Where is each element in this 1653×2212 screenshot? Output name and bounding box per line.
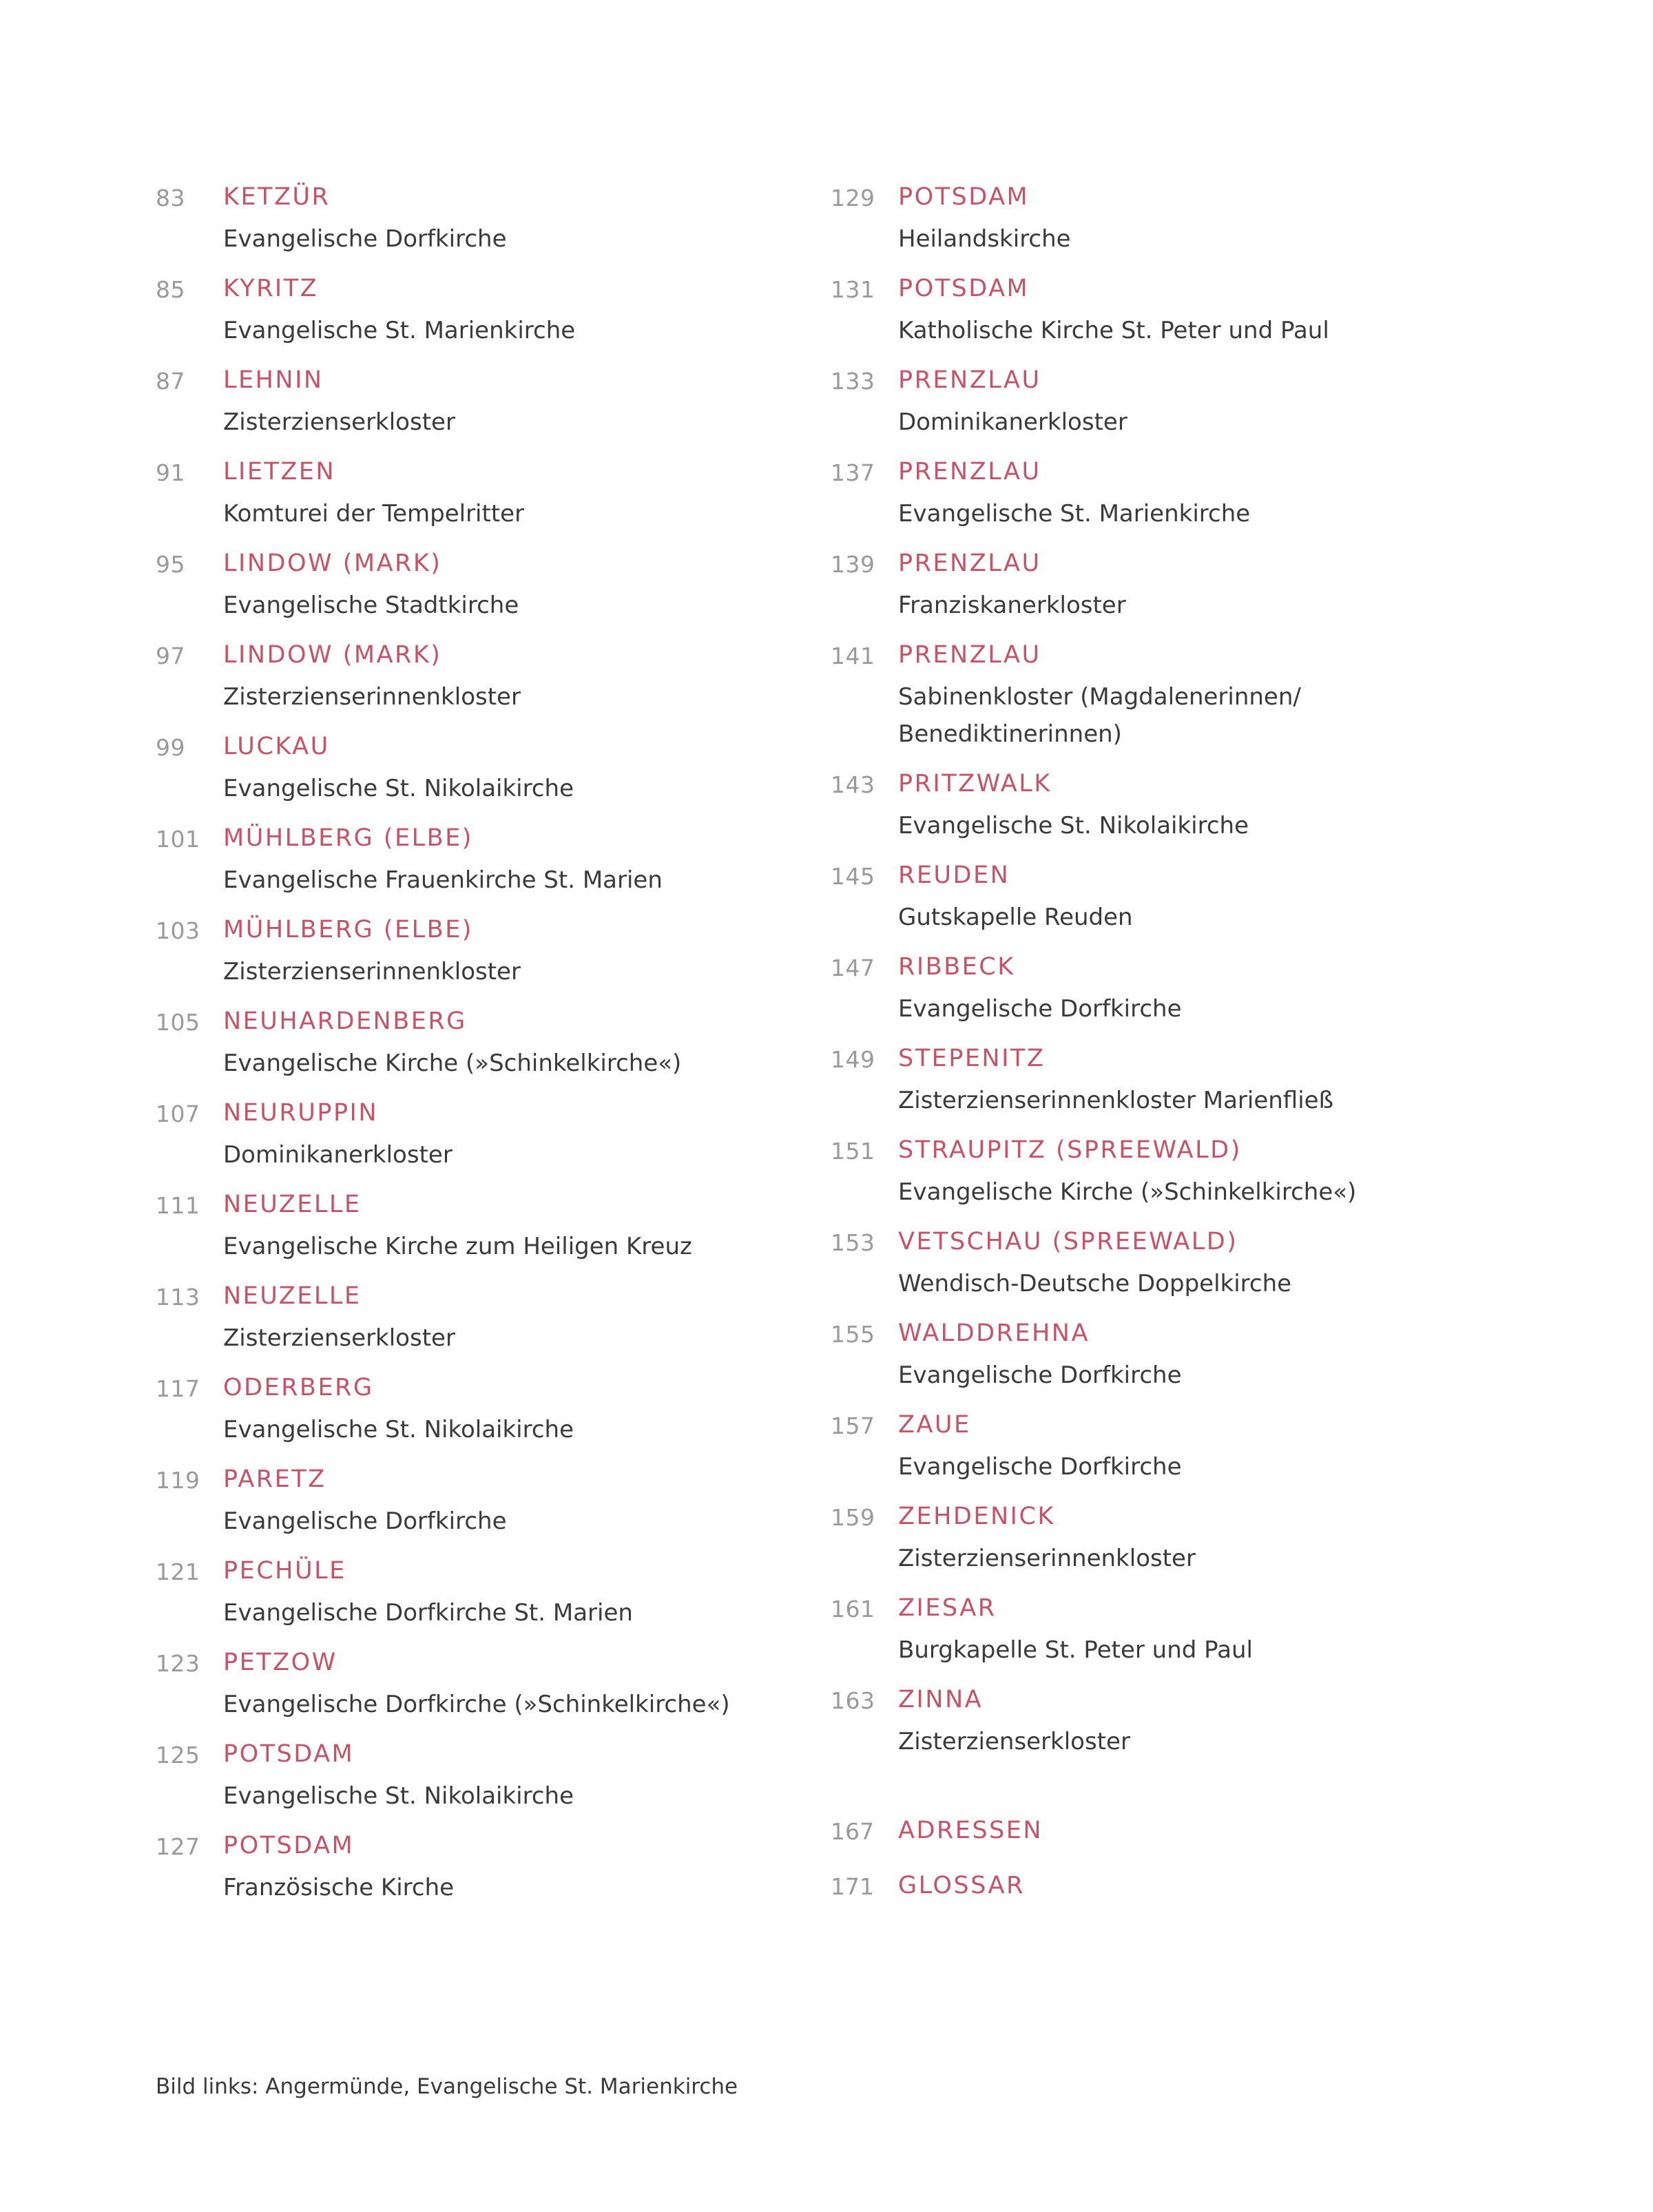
entry-description: Franziskanerkloster <box>898 592 1126 619</box>
toc-entry[interactable] <box>156 1738 817 1829</box>
page-number: 171 <box>831 1873 874 1900</box>
entry-description: Zisterzienserinnenkloster <box>223 683 521 711</box>
page-number: 117 <box>156 1375 200 1402</box>
toc-entry[interactable] <box>156 455 817 547</box>
page-number: 111 <box>156 1192 200 1219</box>
toc-entry[interactable] <box>831 272 1519 364</box>
page-number: 125 <box>156 1742 200 1768</box>
page-number: 105 <box>156 1009 200 1036</box>
entry-description: Dominikanerkloster <box>223 1141 453 1169</box>
place-name: POTSDAM <box>223 1832 355 1859</box>
place-name: REUDEN <box>898 862 1010 889</box>
entry-description: Dominikanerkloster <box>898 408 1127 436</box>
entry-description: Wendisch-Deutsche Doppelkirche <box>898 1270 1292 1297</box>
entry-description: Evangelische Dorfkirche <box>898 1453 1182 1481</box>
page-number: 163 <box>831 1687 875 1714</box>
page-number: 143 <box>831 771 875 798</box>
toc-appendix-list <box>831 1814 1519 1924</box>
toc-entry[interactable] <box>831 1225 1519 1317</box>
page-number: 87 <box>156 368 185 395</box>
entry-description: Zisterzienserkloster <box>223 408 455 436</box>
toc-entry[interactable] <box>831 1408 1519 1500</box>
page-number: 153 <box>831 1229 875 1256</box>
place-name: PECHÜLE <box>223 1557 346 1585</box>
place-name: PRENZLAU <box>898 458 1041 486</box>
place-name: WALDDREHNA <box>898 1319 1090 1347</box>
toc-entry[interactable] <box>156 1005 817 1096</box>
toc-entry[interactable] <box>156 1280 817 1371</box>
place-name: ZEHDENICK <box>898 1503 1055 1530</box>
place-name: NEURUPPIN <box>223 1099 379 1127</box>
place-name: MÜHLBERG (ELBE) <box>223 916 473 943</box>
entry-description: Evangelische Frauenkirche St. Marien <box>223 866 663 894</box>
toc-entry[interactable] <box>831 859 1519 950</box>
page-number: 147 <box>831 954 875 981</box>
entry-description: Evangelische Kirche (»Schinkelkirche«) <box>898 1178 1357 1206</box>
toc-entry[interactable] <box>831 1592 1519 1683</box>
toc-entry[interactable] <box>156 822 817 913</box>
toc-right-column <box>831 180 1519 1775</box>
page-number: 141 <box>831 643 875 669</box>
place-name: STEPENITZ <box>898 1045 1046 1072</box>
toc-entry[interactable] <box>156 1371 817 1463</box>
place-name: ZAUE <box>898 1411 971 1439</box>
toc-entry[interactable] <box>831 1500 1519 1592</box>
toc-entry[interactable] <box>156 638 817 730</box>
place-name: STRAUPITZ (SPREEWALD) <box>898 1136 1242 1164</box>
toc-entry[interactable] <box>831 767 1519 859</box>
toc-entry[interactable] <box>831 1317 1519 1408</box>
page-number: 155 <box>831 1321 875 1348</box>
entry-description: Sabinenkloster (Magdalenerinnen/ Benediktinerinnen) <box>898 683 1301 748</box>
toc-entry[interactable] <box>156 1096 817 1188</box>
toc-entry[interactable] <box>156 272 817 364</box>
toc-entry[interactable] <box>156 180 817 272</box>
entry-description: Zisterzienserinnenkloster <box>898 1545 1196 1572</box>
place-name: POTSDAM <box>898 183 1030 211</box>
place-name: MÜHLBERG (ELBE) <box>223 824 473 852</box>
page-number: 151 <box>831 1138 875 1165</box>
toc-entry[interactable] <box>831 1134 1519 1225</box>
page-number: 133 <box>831 368 875 395</box>
entry-description: Evangelische St. Nikolaikirche <box>223 1782 574 1810</box>
page-number: 149 <box>831 1046 875 1073</box>
page-number: 119 <box>156 1467 200 1494</box>
place-name: NEUHARDENBERG <box>223 1008 467 1035</box>
entry-description: Evangelische Stadtkirche <box>223 592 519 619</box>
entry-description: Zisterzienserkloster <box>898 1728 1130 1755</box>
place-name: LINDOW (MARK) <box>223 550 442 577</box>
page-number: 85 <box>156 276 185 303</box>
place-name: ZIESAR <box>898 1594 997 1622</box>
place-name: POTSDAM <box>223 1740 355 1768</box>
page-number: 157 <box>831 1412 875 1439</box>
place-name: PRENZLAU <box>898 550 1041 577</box>
page-number: 95 <box>156 551 185 578</box>
toc-entry[interactable] <box>831 638 1519 767</box>
place-name: POTSDAM <box>898 275 1030 302</box>
place-name: NEUZELLE <box>223 1282 362 1310</box>
toc-left-column <box>156 180 817 1921</box>
page-number: 167 <box>831 1818 874 1845</box>
entry-description: Evangelische Dorfkirche St. Marien <box>223 1599 633 1627</box>
page-number: 123 <box>156 1650 200 1677</box>
place-name: ZINNA <box>898 1686 984 1713</box>
place-name: LINDOW (MARK) <box>223 641 442 669</box>
entry-description: Evangelische St. Nikolaikirche <box>898 812 1249 839</box>
page-number: 139 <box>831 551 875 578</box>
place-name: PRITZWALK <box>898 770 1052 797</box>
entry-description: Evangelische Dorfkirche <box>223 1507 507 1535</box>
page-number: 91 <box>156 459 185 486</box>
entry-description: Evangelische Dorfkirche (»Schinkelkirche«) <box>223 1691 730 1718</box>
page-number: 99 <box>156 734 185 761</box>
place-name: PRENZLAU <box>898 641 1041 669</box>
section-label: GLOSSAR <box>898 1872 1025 1899</box>
page-number: 127 <box>156 1833 200 1860</box>
entry-description: Evangelische Dorfkirche <box>898 995 1182 1023</box>
entry-description: Zisterzienserkloster <box>223 1324 455 1352</box>
page-number: 113 <box>156 1284 200 1311</box>
page-number: 131 <box>831 276 875 303</box>
entry-description: Französische Kirche <box>223 1874 455 1901</box>
page-number: 129 <box>831 185 875 211</box>
toc-entry[interactable] <box>831 547 1519 638</box>
place-name: LUCKAU <box>223 733 330 760</box>
place-name: KETZÜR <box>223 183 331 211</box>
page-number: 107 <box>156 1100 200 1127</box>
page-number: 161 <box>831 1596 875 1623</box>
toc-entry[interactable] <box>831 1683 1519 1775</box>
entry-description: Zisterzienserinnenkloster <box>223 958 521 985</box>
page-number: 145 <box>831 863 875 890</box>
entry-description: Zisterzienserinnenkloster Marienfließ <box>898 1087 1334 1114</box>
entry-description: Katholische Kirche St. Peter und Paul <box>898 317 1329 344</box>
place-name: PETZOW <box>223 1649 337 1676</box>
entry-description: Evangelische Kirche zum Heiligen Kreuz <box>223 1233 692 1260</box>
toc-entry[interactable] <box>156 913 817 1005</box>
entry-description: Evangelische Dorfkirche <box>223 225 507 253</box>
page-number: 83 <box>156 185 185 211</box>
toc-entry-adressen[interactable] <box>831 1814 1519 1869</box>
place-name: LEHNIN <box>223 366 324 394</box>
toc-entry[interactable] <box>831 455 1519 547</box>
toc-entry[interactable] <box>831 1042 1519 1134</box>
toc-entry[interactable] <box>156 547 817 638</box>
page-number: 97 <box>156 643 185 669</box>
image-caption: Bild links: Angermünde, Evangelische St. Marienkirche <box>156 2074 738 2099</box>
place-name: PRENZLAU <box>898 366 1041 394</box>
entry-description: Evangelische St. Marienkirche <box>223 317 576 344</box>
toc-entry[interactable] <box>831 364 1519 455</box>
place-name: NEUZELLE <box>223 1191 362 1218</box>
toc-entry[interactable] <box>156 1646 817 1738</box>
toc-entry[interactable] <box>156 730 817 822</box>
toc-entry[interactable] <box>831 180 1519 272</box>
place-name: ODERBERG <box>223 1374 374 1401</box>
entry-description: Evangelische St. Nikolaikirche <box>223 1416 574 1443</box>
entry-description: Evangelische Dorfkirche <box>898 1361 1182 1389</box>
toc-entry[interactable] <box>156 1829 817 1921</box>
place-name: PARETZ <box>223 1465 326 1493</box>
toc-entry-glossar[interactable] <box>831 1869 1519 1924</box>
toc-entry[interactable] <box>831 950 1519 1042</box>
section-label: ADRESSEN <box>898 1817 1043 1844</box>
page-number: 101 <box>156 826 200 853</box>
page-number: 103 <box>156 917 200 944</box>
toc-entry[interactable] <box>156 364 817 455</box>
toc-entry[interactable] <box>156 1463 817 1554</box>
place-name: LIETZEN <box>223 458 336 486</box>
entry-description: Gutskapelle Reuden <box>898 904 1133 931</box>
place-name: RIBBECK <box>898 953 1015 981</box>
place-name: VETSCHAU (SPREEWALD) <box>898 1228 1238 1255</box>
page-number: 159 <box>831 1504 875 1531</box>
toc-entry[interactable] <box>156 1188 817 1280</box>
entry-description: Evangelische St. Marienkirche <box>898 500 1251 528</box>
entry-description: Burgkapelle St. Peter und Paul <box>898 1636 1253 1664</box>
toc-entry[interactable] <box>156 1554 817 1646</box>
page-number: 137 <box>831 459 875 486</box>
place-name: KYRITZ <box>223 275 319 302</box>
entry-description: Evangelische Kirche (»Schinkelkirche«) <box>223 1050 682 1077</box>
entry-description: Komturei der Tempelritter <box>223 500 525 528</box>
page-number: 121 <box>156 1558 200 1585</box>
entry-description: Evangelische St. Nikolaikirche <box>223 775 574 802</box>
entry-description: Heilandskirche <box>898 225 1071 253</box>
